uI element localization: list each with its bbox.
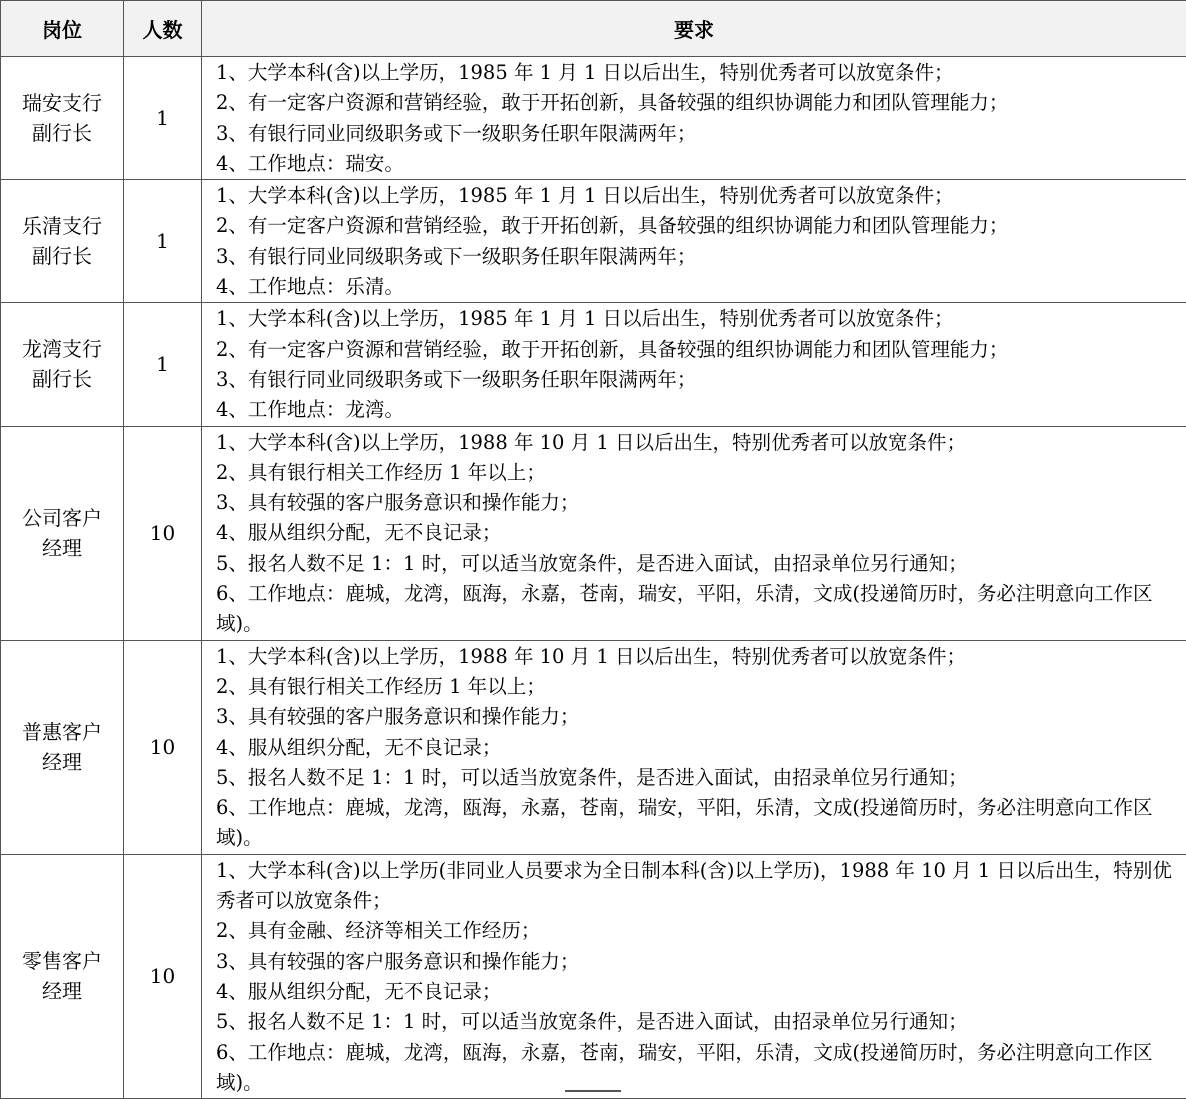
requirement-item: 3、有银行同业同级职务或下一级职务任职年限满两年； [216,119,1172,149]
header-count: 人数 [124,1,202,57]
count-cell: 10 [124,426,202,640]
table-row [1,180,1186,303]
requirement-item: 3、具有较强的客户服务意识和操作能力； [216,488,1172,518]
requirement-item: 1、大学本科(含)以上学历(非同业人员要求为全日制本科(含)以上学历)，1988 年 10 月 1 日以后出生，特别优秀者可以放宽条件； [216,856,1172,917]
requirements-cell [202,640,1186,854]
requirement-item: 4、工作地点：龙湾。 [216,395,1172,425]
position-line: 副行长 [1,241,123,271]
position-line: 零售客户 [1,946,123,976]
position-line: 副行长 [1,364,123,394]
requirement-item: 4、服从组织分配，无不良记录； [216,518,1172,548]
page-footer-mark [565,1090,621,1092]
requirement-item: 2、有一定客户资源和营销经验，敢于开拓创新，具备较强的组织协调能力和团队管理能力； [216,211,1172,241]
count-cell: 10 [124,640,202,854]
requirement-item: 1、大学本科(含)以上学历，1985 年 1 月 1 日以后出生，特别优秀者可以放宽条件； [216,58,1172,88]
table-row [1,426,1186,640]
requirements-cell [202,57,1186,180]
header-requirements: 要求 [202,1,1186,57]
requirement-item: 5、报名人数不足 1：1 时，可以适当放宽条件，是否进入面试，由招录单位另行通知； [216,549,1172,579]
requirements-cell [202,854,1186,1098]
position-cell [1,426,124,640]
position-cell [1,854,124,1098]
table-header-row [1,1,1186,57]
table-row [1,640,1186,854]
requirement-item: 4、工作地点：乐清。 [216,272,1172,302]
requirement-item: 1、大学本科(含)以上学历，1988 年 10 月 1 日以后出生，特别优秀者可以放宽条件； [216,428,1172,458]
position-cell [1,640,124,854]
requirement-item: 1、大学本科(含)以上学历，1988 年 10 月 1 日以后出生，特别优秀者可以放宽条件； [216,642,1172,672]
requirement-item: 4、服从组织分配，无不良记录； [216,733,1172,763]
position-line: 公司客户 [1,503,123,533]
position-line: 乐清支行 [1,211,123,241]
requirement-item: 3、有银行同业同级职务或下一级职务任职年限满两年； [216,242,1172,272]
requirements-cell [202,180,1186,303]
requirement-item: 1、大学本科(含)以上学历，1985 年 1 月 1 日以后出生，特别优秀者可以放宽条件； [216,304,1172,334]
count-cell: 10 [124,854,202,1098]
requirements-cell [202,303,1186,426]
requirement-item: 2、具有银行相关工作经历 1 年以上； [216,458,1172,488]
requirement-item: 3、具有较强的客户服务意识和操作能力； [216,702,1172,732]
header-position: 岗位 [1,1,124,57]
requirement-item: 5、报名人数不足 1：1 时，可以适当放宽条件，是否进入面试，由招录单位另行通知； [216,763,1172,793]
position-cell [1,303,124,426]
position-line: 经理 [1,747,123,777]
requirement-item: 4、工作地点：瑞安。 [216,149,1172,179]
requirement-item: 5、报名人数不足 1：1 时，可以适当放宽条件，是否进入面试，由招录单位另行通知； [216,1007,1172,1037]
position-line: 瑞安支行 [1,88,123,118]
requirement-item: 4、服从组织分配，无不良记录； [216,977,1172,1007]
count-cell: 1 [124,180,202,303]
requirement-item: 3、有银行同业同级职务或下一级职务任职年限满两年； [216,365,1172,395]
requirement-item: 2、具有金融、经济等相关工作经历； [216,916,1172,946]
position-line: 经理 [1,976,123,1006]
table-row [1,303,1186,426]
requirement-item: 2、具有银行相关工作经历 1 年以上； [216,672,1172,702]
position-line: 副行长 [1,118,123,148]
requirement-item: 6、工作地点：鹿城，龙湾，瓯海，永嘉，苍南，瑞安，平阳，乐清，文成(投递简历时，务必注明意向工作区域)。 [216,579,1172,640]
requirement-item: 1、大学本科(含)以上学历，1985 年 1 月 1 日以后出生，特别优秀者可以放宽条件； [216,181,1172,211]
position-line: 经理 [1,533,123,563]
table-row [1,854,1186,1098]
requirement-item: 6、工作地点：鹿城，龙湾，瓯海，永嘉，苍南，瑞安，平阳，乐清，文成(投递简历时，务必注明意向工作区域)。 [216,1038,1172,1099]
count-cell: 1 [124,57,202,180]
position-cell [1,180,124,303]
requirement-item: 3、具有较强的客户服务意识和操作能力； [216,947,1172,977]
requirement-item: 6、工作地点：鹿城，龙湾，瓯海，永嘉，苍南，瑞安，平阳，乐清，文成(投递简历时，务必注明意向工作区域)。 [216,793,1172,854]
count-cell: 1 [124,303,202,426]
position-line: 龙湾支行 [1,334,123,364]
position-line: 普惠客户 [1,717,123,747]
requirements-cell [202,426,1186,640]
table-row [1,57,1186,180]
position-cell [1,57,124,180]
requirement-item: 2、有一定客户资源和营销经验，敢于开拓创新，具备较强的组织协调能力和团队管理能力； [216,88,1172,118]
requirement-item: 2、有一定客户资源和营销经验，敢于开拓创新，具备较强的组织协调能力和团队管理能力； [216,335,1172,365]
